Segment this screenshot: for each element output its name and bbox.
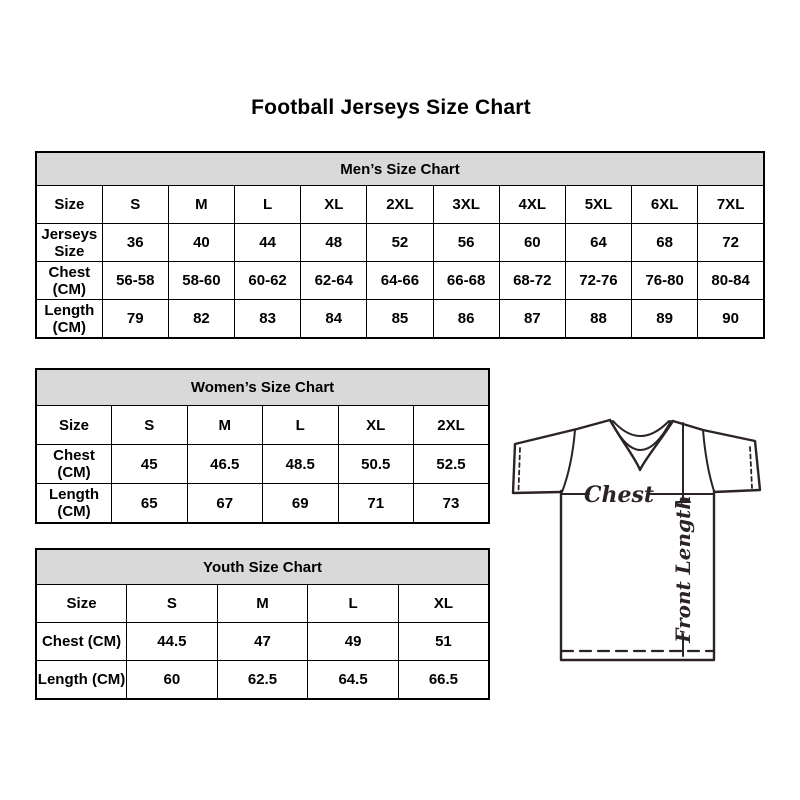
- women-cell: XL: [338, 406, 414, 445]
- youth-cell: 62.5: [217, 661, 308, 700]
- jersey-collar-arc-outer: [613, 421, 669, 436]
- men-cell: 89: [632, 300, 698, 339]
- men-cell: 6XL: [632, 186, 698, 224]
- table-row: [36, 585, 489, 623]
- men-cell: 66-68: [433, 262, 499, 300]
- men-cell: 72: [698, 224, 764, 262]
- womens-size-chart-table: [35, 368, 490, 524]
- youth-table-title: Youth Size Chart: [36, 549, 489, 585]
- men-cell: 56-58: [102, 262, 168, 300]
- youth-cell: XL: [398, 585, 489, 623]
- table-row: [36, 262, 764, 300]
- left-cuff-dashed-line: [519, 448, 521, 491]
- men-cell: 86: [433, 300, 499, 339]
- men-cell: 62-64: [301, 262, 367, 300]
- men-row-header: Length (CM): [36, 300, 102, 339]
- men-cell: XL: [301, 186, 367, 224]
- men-cell: 79: [102, 300, 168, 339]
- women-cell: 67: [187, 484, 263, 524]
- men-cell: 36: [102, 224, 168, 262]
- men-cell: 82: [168, 300, 234, 339]
- men-cell: 88: [565, 300, 631, 339]
- men-cell: M: [168, 186, 234, 224]
- youth-cell: 66.5: [398, 661, 489, 700]
- men-cell: 64-66: [367, 262, 433, 300]
- jersey-right-armhole-seam: [703, 430, 714, 491]
- jersey-illustration: [500, 398, 780, 690]
- men-cell: 80-84: [698, 262, 764, 300]
- page-title: Football Jerseys Size Chart: [251, 96, 531, 119]
- men-cell: 87: [499, 300, 565, 339]
- men-title-row: [36, 152, 764, 186]
- women-cell: M: [187, 406, 263, 445]
- men-cell: 7XL: [698, 186, 764, 224]
- men-cell: 64: [565, 224, 631, 262]
- women-cell: 46.5: [187, 445, 263, 484]
- table-row: [36, 445, 489, 484]
- men-cell: S: [102, 186, 168, 224]
- men-cell: 56: [433, 224, 499, 262]
- women-row-header: Chest (CM): [36, 445, 112, 484]
- men-cell: 76-80: [632, 262, 698, 300]
- men-cell: 84: [301, 300, 367, 339]
- jersey-measurement-diagram: [500, 398, 780, 690]
- right-cuff-dashed-line: [750, 447, 752, 488]
- mens-size-chart-table: [35, 151, 765, 339]
- youth-cell: M: [217, 585, 308, 623]
- men-cell: 3XL: [433, 186, 499, 224]
- men-cell: 48: [301, 224, 367, 262]
- youth-cell: 64.5: [308, 661, 399, 700]
- men-cell: 44: [235, 224, 301, 262]
- women-cell: 52.5: [414, 445, 490, 484]
- men-row-header: Jerseys Size: [36, 224, 102, 262]
- women-title-row: [36, 369, 489, 406]
- chest-label: Chest: [583, 482, 655, 508]
- youth-title-row: [36, 549, 489, 585]
- women-cell: 69: [263, 484, 339, 524]
- table-row: [36, 623, 489, 661]
- men-cell: 4XL: [499, 186, 565, 224]
- men-cell: 83: [235, 300, 301, 339]
- youth-size-chart-table: [35, 548, 490, 700]
- table-row: [36, 224, 764, 262]
- men-cell: 60: [499, 224, 565, 262]
- men-cell: 68-72: [499, 262, 565, 300]
- youth-cell: L: [308, 585, 399, 623]
- men-cell: 90: [698, 300, 764, 339]
- table-row: [36, 661, 489, 700]
- women-cell: S: [112, 406, 188, 445]
- jersey-right-sleeve-outline: [673, 421, 760, 492]
- youth-cell: 47: [217, 623, 308, 661]
- men-cell: 2XL: [367, 186, 433, 224]
- men-cell: 72-76: [565, 262, 631, 300]
- women-cell: 65: [112, 484, 188, 524]
- table-row: [36, 484, 489, 524]
- table-row: [36, 186, 764, 224]
- youth-cell: 49: [308, 623, 399, 661]
- men-cell: 68: [632, 224, 698, 262]
- men-row-header: Size: [36, 186, 102, 224]
- women-row-header: Length (CM): [36, 484, 112, 524]
- women-cell: 45: [112, 445, 188, 484]
- youth-row-header: Chest (CM): [36, 623, 127, 661]
- men-cell: 52: [367, 224, 433, 262]
- table-row: [36, 406, 489, 445]
- youth-cell: 60: [127, 661, 218, 700]
- women-cell: 50.5: [338, 445, 414, 484]
- youth-cell: S: [127, 585, 218, 623]
- men-cell: 5XL: [565, 186, 631, 224]
- women-row-header: Size: [36, 406, 112, 445]
- women-cell: L: [263, 406, 339, 445]
- women-cell: 2XL: [414, 406, 490, 445]
- women-table-title: Women’s Size Chart: [36, 369, 489, 406]
- women-cell: 73: [414, 484, 490, 524]
- women-cell: 48.5: [263, 445, 339, 484]
- men-table-title: Men’s Size Chart: [36, 152, 764, 186]
- youth-row-header: Size: [36, 585, 127, 623]
- table-row: [36, 300, 764, 339]
- men-cell: 85: [367, 300, 433, 339]
- men-cell: L: [235, 186, 301, 224]
- men-cell: 58-60: [168, 262, 234, 300]
- youth-cell: 44.5: [127, 623, 218, 661]
- youth-row-header: Length (CM): [36, 661, 127, 700]
- jersey-left-armhole-seam: [562, 430, 575, 492]
- front-length-label: Front Length: [671, 495, 695, 643]
- men-cell: 60-62: [235, 262, 301, 300]
- youth-cell: 51: [398, 623, 489, 661]
- men-row-header: Chest (CM): [36, 262, 102, 300]
- men-cell: 40: [168, 224, 234, 262]
- women-cell: 71: [338, 484, 414, 524]
